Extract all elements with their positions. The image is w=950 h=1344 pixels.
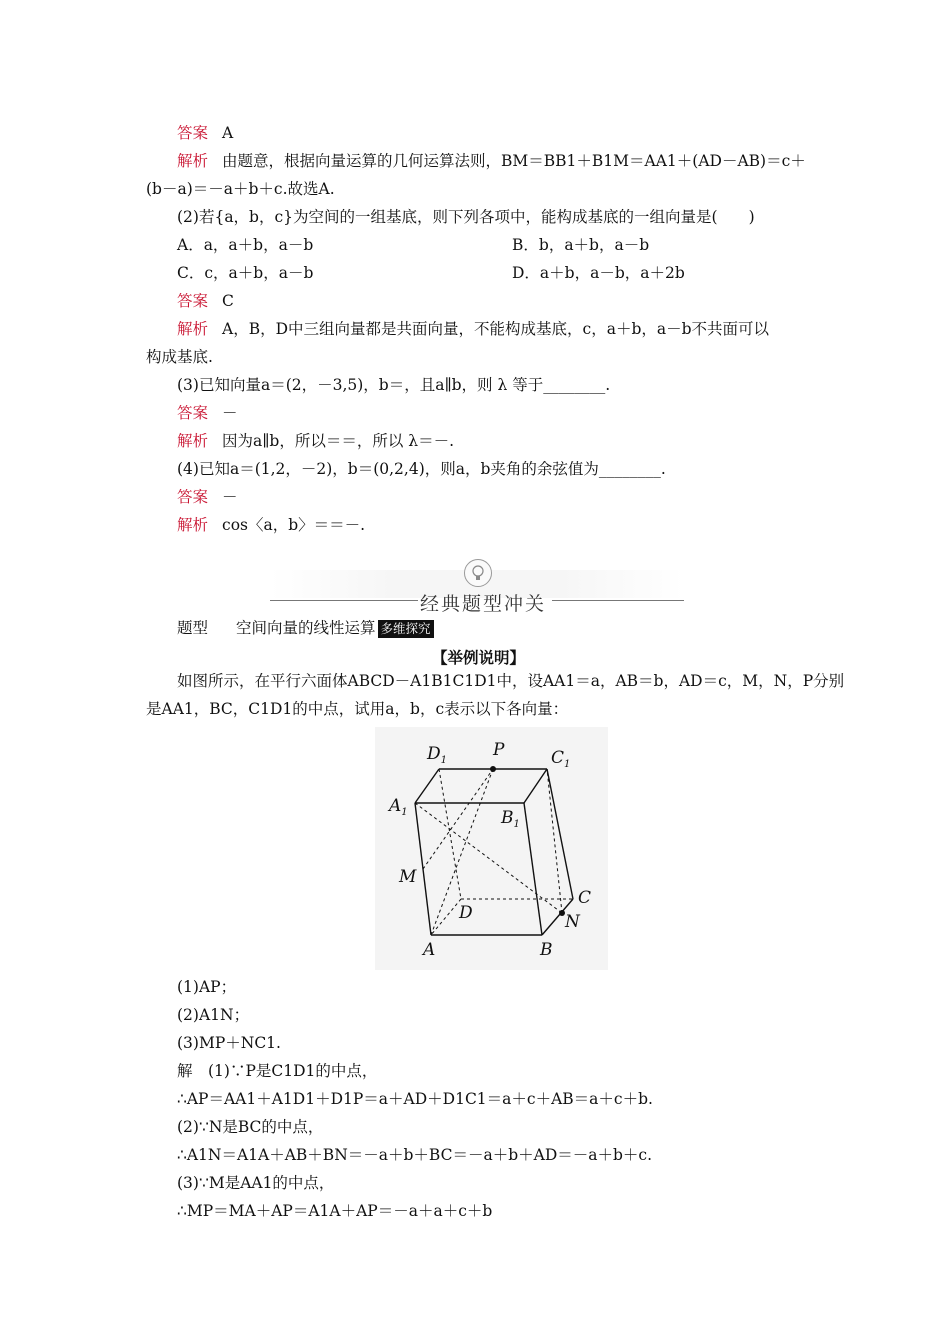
problem-line-2: 是AA1，BC，C1D1的中点，试用a，b，c表示以下各向量： bbox=[146, 700, 569, 718]
answer-line-4 bbox=[177, 486, 842, 508]
edge-c1c bbox=[547, 769, 573, 899]
edge-d1d bbox=[439, 769, 461, 899]
segment-a1n bbox=[415, 803, 562, 913]
analysis-label: 解析 bbox=[177, 516, 209, 534]
answer-line-3 bbox=[177, 402, 842, 424]
analysis-line-1-cont: (b－a)＝－a＋b＋c.故选A. bbox=[146, 180, 335, 198]
label-n: N bbox=[565, 912, 580, 932]
answer-label: 答案 bbox=[177, 292, 209, 310]
answer-value: － bbox=[222, 488, 238, 506]
analysis-line-1 bbox=[177, 150, 842, 172]
solution-line-6: ∴MP＝MA＋AP＝A1A＋AP＝－a＋a＋c＋b bbox=[177, 1202, 493, 1220]
answer-line-1 bbox=[177, 122, 842, 144]
analysis-line-2 bbox=[177, 318, 842, 340]
item-1: (1)AP； bbox=[177, 978, 237, 996]
edge-da bbox=[431, 899, 461, 935]
label-b1: $B_1$ bbox=[501, 808, 520, 830]
item-2: (2)A1N； bbox=[177, 1006, 250, 1024]
problem-line-1: 如图所示，在平行六面体ABCD－A1B1C1D1中，设AA1＝a，AB＝b，AD＝c，M，N，P分别 bbox=[177, 672, 845, 690]
banner-title: 经典题型冲关 bbox=[420, 593, 547, 615]
label-c1: $C_1$ bbox=[551, 748, 571, 770]
edge-d1a1 bbox=[415, 769, 439, 803]
analysis-line-2-cont: 构成基底. bbox=[146, 348, 213, 366]
option-c: C．c，a＋b，a－b bbox=[177, 264, 314, 282]
analysis-text: A，B，D中三组向量都是共面向量，不能构成基底，c，a＋b，a－b不共面可以 bbox=[222, 320, 770, 338]
solution-line-2: ∴AP＝AA1＋A1D1＋D1P＝a＋AD＋D1C1＝a＋c＋AB＝a＋c＋b. bbox=[177, 1090, 653, 1108]
question-4: (4)已知a＝(1,2，－2)，b＝(0,2,4)，则a，b夹角的余弦值为________. bbox=[177, 460, 666, 478]
analysis-label: 解析 bbox=[177, 432, 209, 450]
option-d: D．a＋b，a－b，a＋2b bbox=[512, 264, 685, 282]
label-d1: $D_1$ bbox=[427, 744, 448, 766]
label-m: M bbox=[399, 867, 417, 887]
analysis-line-4 bbox=[177, 514, 842, 536]
answer-value: A bbox=[222, 124, 234, 142]
analysis-label: 解析 bbox=[177, 320, 209, 338]
lightbulb-icon bbox=[464, 559, 492, 587]
parallelepiped-figure bbox=[375, 727, 608, 970]
label-a: A bbox=[423, 940, 436, 960]
answer-label: 答案 bbox=[177, 124, 209, 142]
option-a: A．a，a＋b，a－b bbox=[177, 236, 314, 254]
label-p: P bbox=[493, 740, 505, 760]
section-banner bbox=[270, 556, 684, 614]
solution-line-4: ∴A1N＝A1A＋AB＋BN＝－a＋b＋BC＝－a＋b＋AD＝－a＋b＋c. bbox=[177, 1146, 653, 1164]
item-3: (3)MP＋NC1. bbox=[177, 1034, 281, 1052]
point-p bbox=[490, 766, 496, 772]
label-d: D bbox=[459, 903, 473, 923]
example-heading: 【举例说明】 bbox=[431, 648, 525, 667]
answer-value: － bbox=[222, 404, 238, 422]
banner-rule-right bbox=[552, 600, 684, 601]
edge-c1b1 bbox=[524, 769, 547, 803]
analysis-text: cos〈a，b〉＝＝－. bbox=[222, 516, 366, 534]
answer-label: 答案 bbox=[177, 488, 209, 506]
analysis-label: 解析 bbox=[177, 152, 209, 170]
question-3: (3)已知向量a＝(2，－3,5)，b＝，且a∥b，则 λ 等于________. bbox=[177, 376, 611, 394]
banner-rule-left bbox=[270, 600, 418, 601]
edge-b1b bbox=[524, 803, 542, 935]
answer-label: 答案 bbox=[177, 404, 209, 422]
label-b: B bbox=[540, 940, 553, 960]
analysis-text: 因为a∥b，所以＝＝，所以 λ＝－. bbox=[222, 432, 455, 450]
analysis-line-3 bbox=[177, 430, 842, 452]
solution-line-3: (2)∵N是BC的中点， bbox=[177, 1118, 324, 1136]
topic-line bbox=[177, 617, 842, 639]
analysis-text: 由题意，根据向量运算的几何运算法则，BM＝BB1＋B1M＝AA1＋(AD－AB)＝c＋ bbox=[222, 152, 806, 170]
label-a1: $A_1$ bbox=[389, 796, 408, 818]
answer-line-2 bbox=[177, 290, 842, 312]
solution-line-5: (3)∵M是AA1的中点， bbox=[177, 1174, 335, 1192]
option-b: B．b，a＋b，a－b bbox=[512, 236, 650, 254]
solution-line-1: 解 (1)∵P是C1D1的中点， bbox=[177, 1062, 378, 1080]
answer-value: C bbox=[222, 292, 234, 310]
topic-badge: 多维探究 bbox=[378, 620, 434, 638]
topic-label: 题型 bbox=[177, 619, 209, 637]
label-c: C bbox=[578, 888, 592, 908]
segment-nc1 bbox=[547, 769, 562, 913]
question-2: (2)若{a，b，c}为空间的一组基底，则下列各项中，能构成基底的一组向量是( ) bbox=[177, 208, 755, 226]
topic-text: 空间向量的线性运算 bbox=[236, 619, 376, 637]
